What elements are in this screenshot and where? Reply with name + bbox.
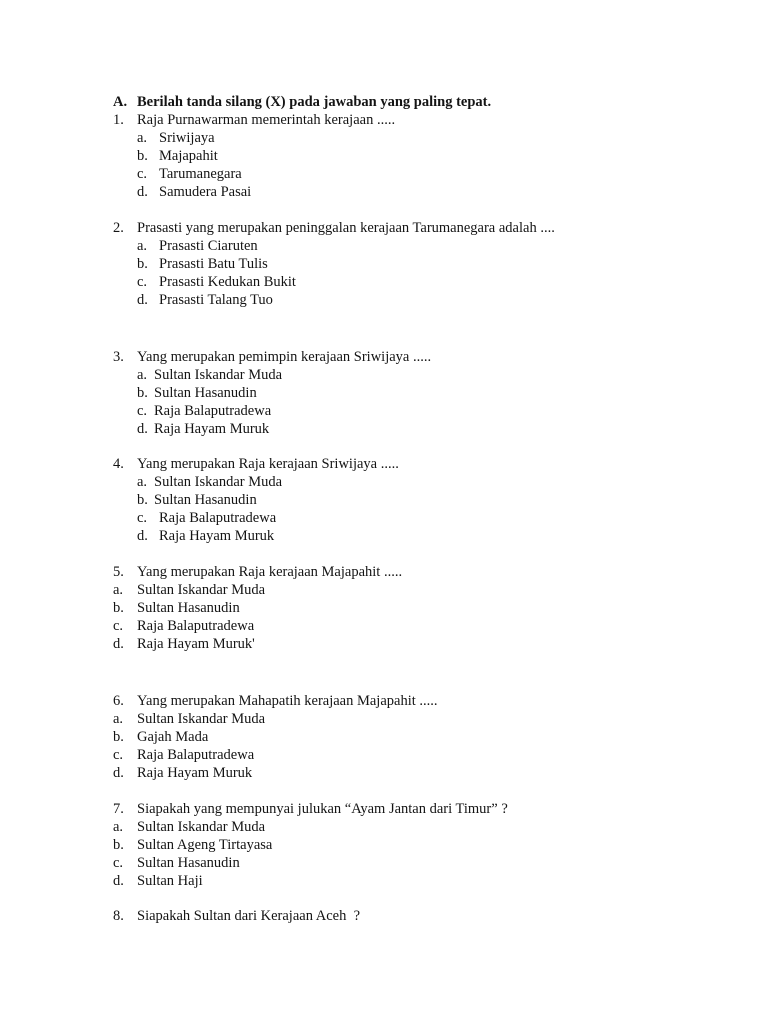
question-number: 4. bbox=[113, 456, 124, 472]
option-text: Majapahit bbox=[159, 148, 218, 164]
option-text: Sultan Haji bbox=[137, 873, 203, 889]
option-text: Sultan Hasanudin bbox=[137, 855, 240, 871]
question-text: Raja Purnawarman memerintah kerajaan ..... bbox=[137, 112, 396, 128]
question-text: Yang merupakan Raja kerajaan Majapahit ..... bbox=[137, 564, 403, 580]
option-text: Raja Hayam Muruk bbox=[154, 421, 270, 437]
option-text: Raja Hayam Muruk' bbox=[137, 636, 255, 652]
question-number: 3. bbox=[113, 349, 124, 365]
option-letter: d. bbox=[137, 292, 148, 308]
option-text: Raja Balaputradewa bbox=[159, 510, 277, 526]
question-number: 1. bbox=[113, 112, 124, 128]
option-letter: d. bbox=[137, 421, 148, 437]
option-text: Sultan Iskandar Muda bbox=[154, 367, 283, 383]
section-instruction: Berilah tanda silang (X) pada jawaban yang paling tepat. bbox=[137, 94, 492, 110]
option-text: Prasasti Talang Tuo bbox=[159, 292, 273, 308]
option-letter: a. bbox=[113, 819, 124, 835]
question-text: Siapakah Sultan dari Kerajaan Aceh ? bbox=[137, 908, 361, 924]
option-text: Raja Hayam Muruk bbox=[159, 528, 275, 544]
question-text: Yang merupakan pemimpin kerajaan Sriwijaya ..... bbox=[137, 349, 432, 365]
question-number: 6. bbox=[113, 693, 124, 709]
option-text: Sriwijaya bbox=[159, 130, 215, 146]
option-text: Sultan Hasanudin bbox=[137, 600, 240, 616]
option-text: Samudera Pasai bbox=[159, 184, 252, 200]
option-letter: c. bbox=[137, 274, 148, 290]
question-number: 2. bbox=[113, 220, 124, 236]
option-letter: b. bbox=[137, 492, 148, 508]
option-letter: a. bbox=[137, 130, 148, 146]
question-text: Siapakah yang mempunyai julukan “Ayam Jantan dari Timur” ? bbox=[137, 801, 508, 817]
option-text: Tarumanegara bbox=[159, 166, 242, 182]
option-text: Gajah Mada bbox=[137, 729, 209, 745]
option-letter: b. bbox=[113, 729, 124, 745]
option-text: Sultan Iskandar Muda bbox=[154, 474, 283, 490]
option-letter: b. bbox=[137, 148, 148, 164]
section-label: A. bbox=[113, 94, 128, 110]
option-letter: c. bbox=[137, 403, 148, 419]
option-letter: a. bbox=[113, 582, 124, 598]
option-letter: c. bbox=[113, 618, 124, 634]
option-letter: a. bbox=[113, 711, 124, 727]
question-number: 8. bbox=[113, 908, 124, 924]
question-text: Yang merupakan Mahapatih kerajaan Majapahit ..... bbox=[137, 693, 438, 709]
option-letter: c. bbox=[137, 510, 148, 526]
option-letter: d. bbox=[137, 528, 148, 544]
option-letter: d. bbox=[113, 636, 124, 652]
option-letter: d. bbox=[113, 873, 124, 889]
option-text: Sultan Iskandar Muda bbox=[137, 711, 266, 727]
option-letter: d. bbox=[113, 765, 124, 781]
option-letter: b. bbox=[137, 256, 148, 272]
option-letter: c. bbox=[137, 166, 148, 182]
option-text: Sultan Hasanudin bbox=[154, 492, 257, 508]
option-letter: a. bbox=[137, 474, 148, 490]
option-letter: d. bbox=[137, 184, 148, 200]
option-text: Raja Balaputradewa bbox=[154, 403, 272, 419]
option-letter: b. bbox=[113, 600, 124, 616]
option-letter: a. bbox=[137, 367, 148, 383]
option-text: Sultan Hasanudin bbox=[154, 385, 257, 401]
option-text: Prasasti Kedukan Bukit bbox=[159, 274, 296, 290]
option-text: Prasasti Batu Tulis bbox=[159, 256, 268, 272]
question-text: Prasasti yang merupakan peninggalan kerajaan Tarumanegara adalah .... bbox=[137, 220, 555, 236]
question-text: Yang merupakan Raja kerajaan Sriwijaya ..... bbox=[137, 456, 399, 472]
option-text: Prasasti Ciaruten bbox=[159, 238, 258, 254]
option-text: Raja Balaputradewa bbox=[137, 618, 255, 634]
option-letter: a. bbox=[137, 238, 148, 254]
question-number: 7. bbox=[113, 801, 124, 817]
option-text: Sultan Ageng Tirtayasa bbox=[137, 837, 273, 853]
option-letter: b. bbox=[113, 837, 124, 853]
question-number: 5. bbox=[113, 564, 124, 580]
option-letter: b. bbox=[137, 385, 148, 401]
option-text: Raja Balaputradewa bbox=[137, 747, 255, 763]
option-text: Sultan Iskandar Muda bbox=[137, 582, 266, 598]
option-letter: c. bbox=[113, 747, 124, 763]
option-letter: c. bbox=[113, 855, 124, 871]
option-text: Raja Hayam Muruk bbox=[137, 765, 253, 781]
option-text: Sultan Iskandar Muda bbox=[137, 819, 266, 835]
